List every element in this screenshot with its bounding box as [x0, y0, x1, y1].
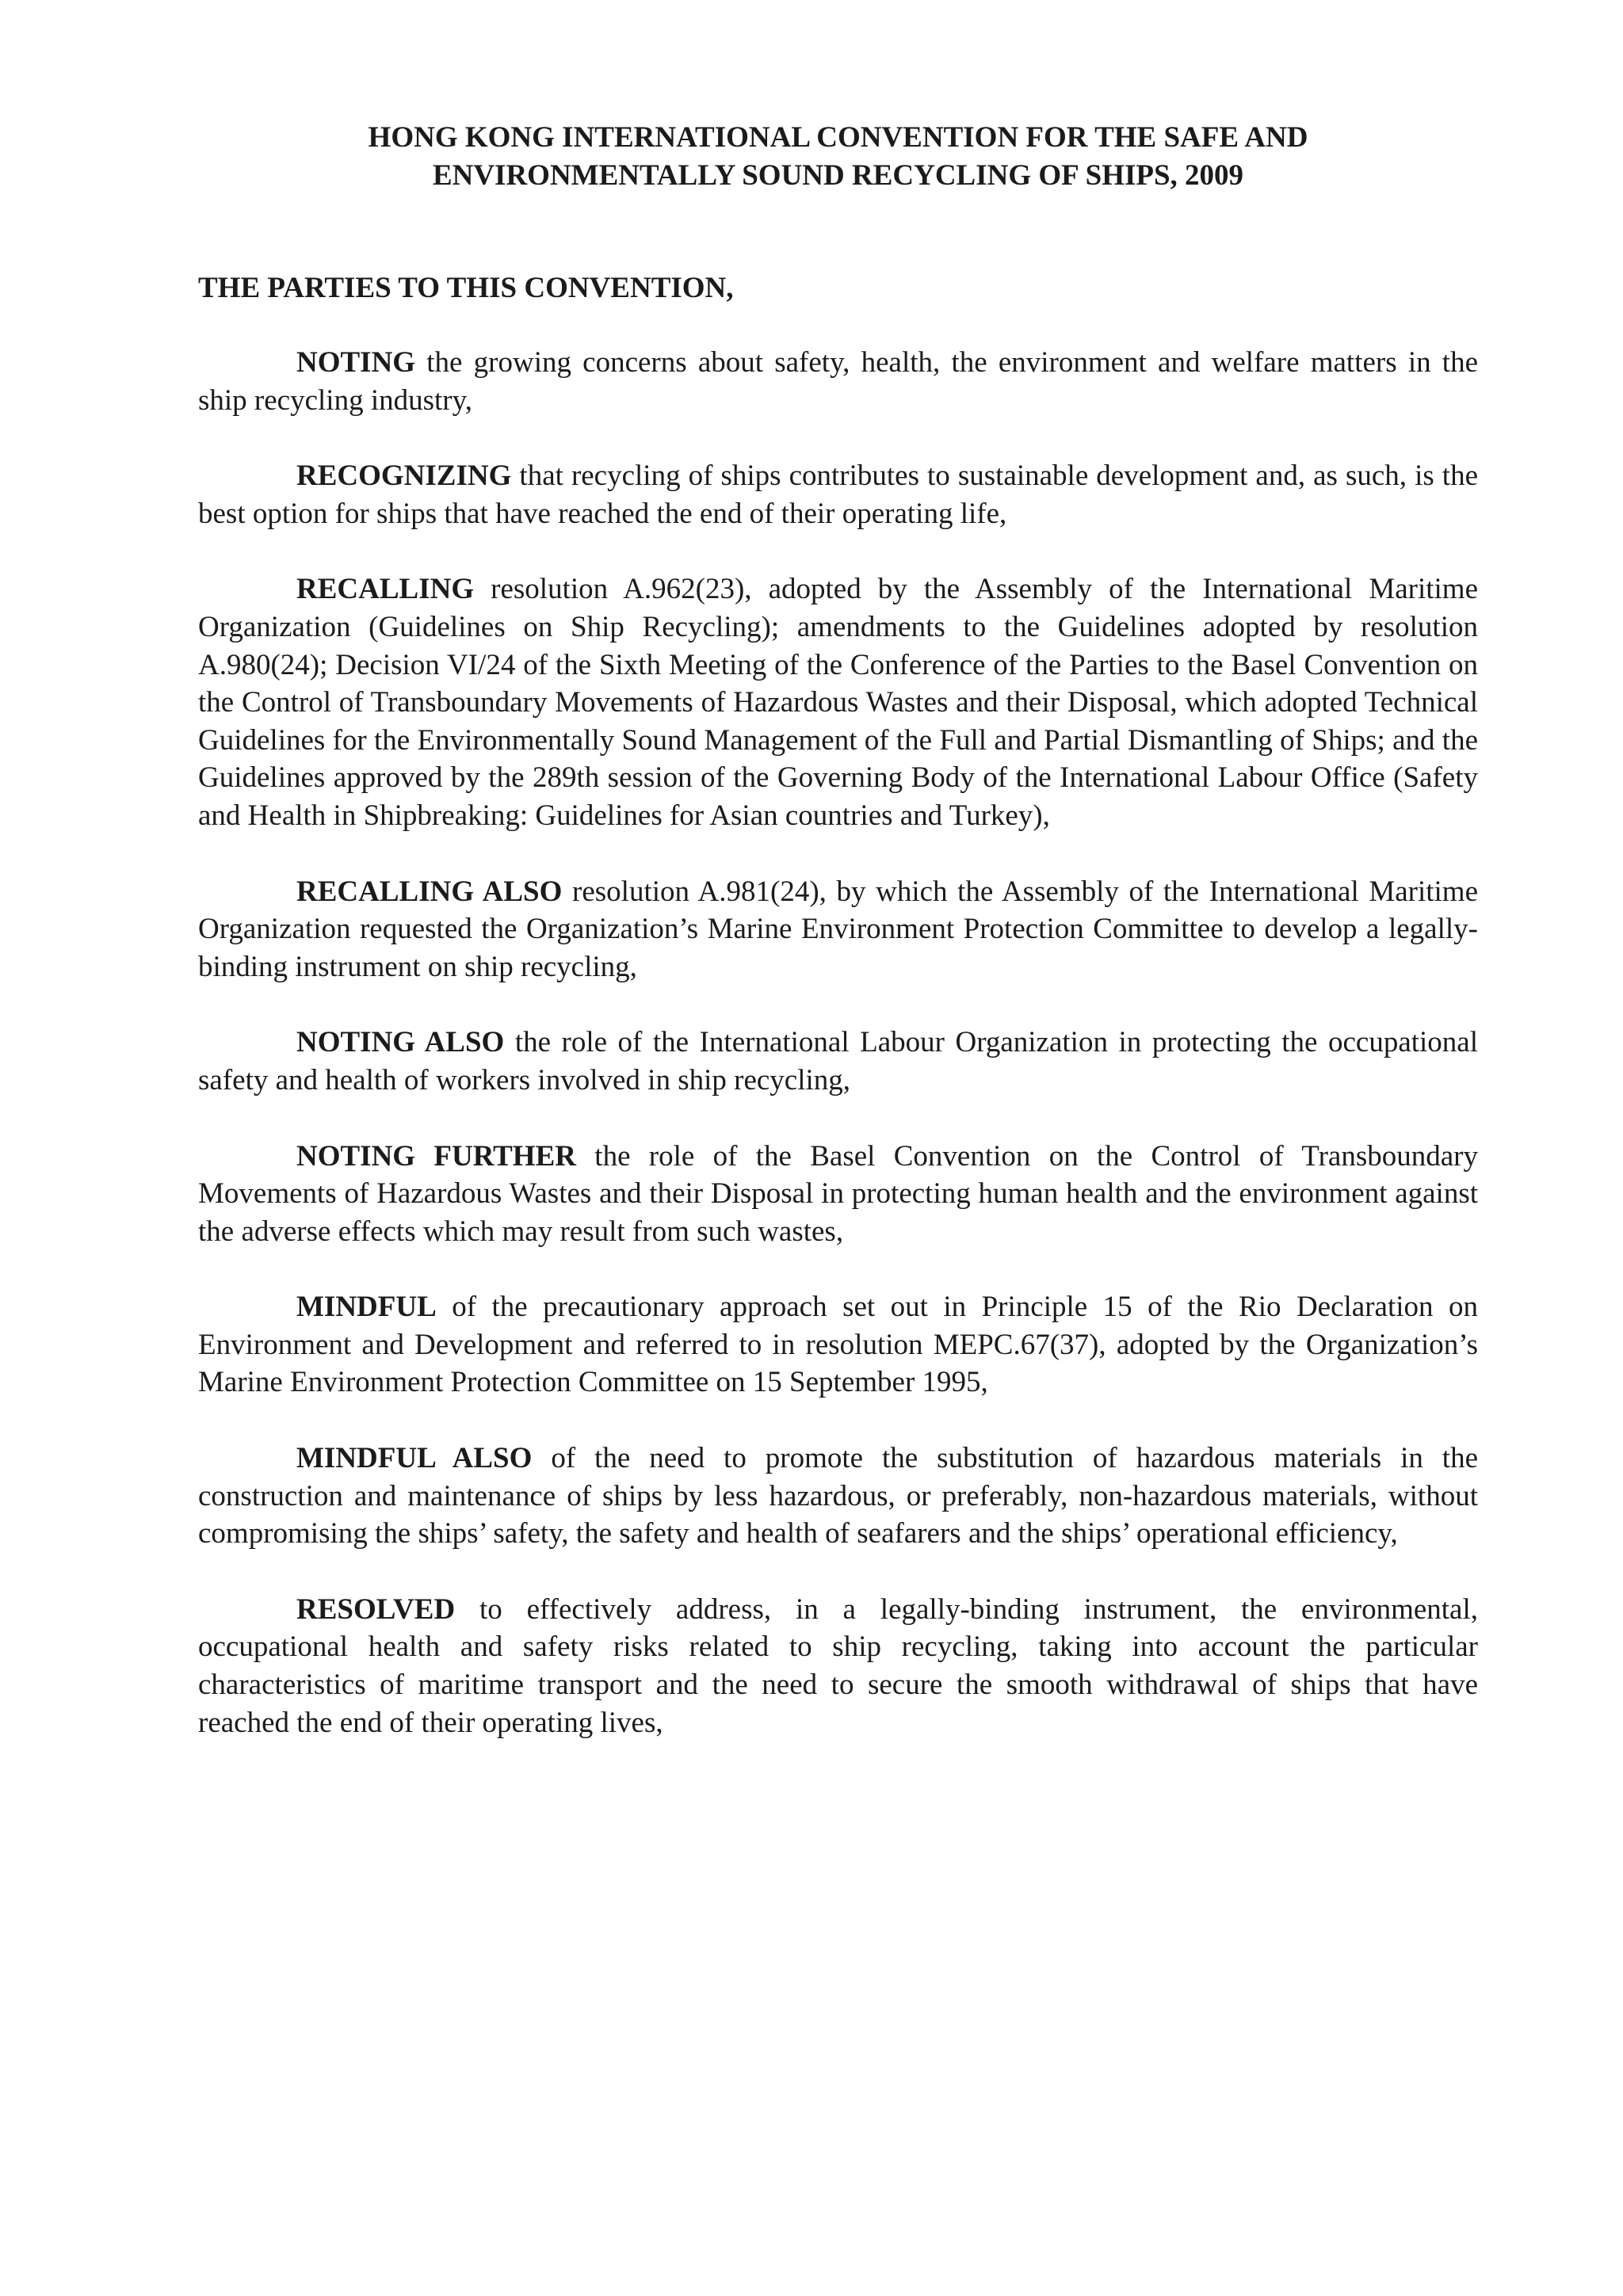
clause-noting-further: [198, 1138, 1478, 1251]
clause-text: the role of the International Labour Organization in protecting the occupational safety and health of workers involved in ship recycling,: [198, 1026, 1479, 1097]
clause-text: resolution A.962(23), adopted by the Assembly of the International Maritime Organization (Guidelines on Ship Recycling); amendments to the Guidelines adopted by resolution A.980(24); Decision VI/24 of the Sixth Meeting of the Conference of the Parties to the Basel Convention on the Control of Transboundary Movements of Hazardous Wastes and their Disposal, which adopted Technical Guidelines for the Environmentally Sound Management of the Full and Partial Dismantling of Ships; and the Guidelines approved by the 289th session of the Governing Body of the International Labour Office (Safety and Health in Shipbreaking: Guidelines for Asian countries and Turkey),: [198, 573, 1478, 832]
clause-keyword: RESOLVED: [296, 1592, 456, 1626]
parties-heading: THE PARTIES TO THIS CONVENTION,: [198, 272, 734, 304]
clause-recalling: [198, 570, 1478, 834]
clause-text: to effectively address, in a legally-binding instrument, the environmental, occupational health and safety risks related to ship recycling, taking into account the particular characteristics of maritime transport and the need to secure the smooth withdrawal of ships that have reached the end of their operating lives,: [198, 1592, 1478, 1739]
clause-keyword: NOTING ALSO: [296, 1026, 505, 1059]
clause-keyword: NOTING: [296, 346, 416, 379]
clause-keyword: RECOGNIZING: [296, 460, 512, 493]
clause-keyword: MINDFUL ALSO: [296, 1442, 533, 1475]
clause-text: resolution A.981(24), by which the Assembly of the International Maritime Organization requested the Organization’s Marine Environment Protection Committee to develop a legally-binding instrument on ship recycling,: [198, 875, 1479, 983]
clause-keyword: NOTING FURTHER: [296, 1139, 576, 1173]
clause-recognizing: [198, 457, 1478, 532]
clause-keyword: RECALLING: [296, 573, 475, 606]
clause-resolved: [198, 1591, 1478, 1741]
document-title: [198, 119, 1478, 195]
clause-keyword: RECALLING ALSO: [296, 875, 563, 908]
clause-noting: [198, 344, 1478, 419]
clause-mindful-also: [198, 1440, 1478, 1553]
document-title-line-2: ENVIRONMENTALLY SOUND RECYCLING OF SHIPS, 2009: [432, 159, 1244, 192]
clause-noting-also: [198, 1024, 1478, 1099]
clause-text: that recycling of ships contributes to sustainable development and, as such, is the best option for ships that have reached the end of their operating life,: [198, 460, 1478, 530]
clause-keyword: MINDFUL: [296, 1291, 437, 1324]
document-title-line-1: HONG KONG INTERNATIONAL CONVENTION FOR THE SAFE AND: [368, 121, 1308, 154]
clause-text: the role of the Basel Convention on the Control of Transboundary Movements of Hazardous Wastes and their Disposal in protecting human health and the environment against the adverse effects which may result from such wastes,: [198, 1139, 1478, 1248]
clause-text: the growing concerns about safety, health, the environment and welfare matters in the ship recycling industry,: [198, 346, 1478, 417]
clause-text: of the need to promote the substitution of hazardous materials in the construction and maintenance of ships by less hazardous, or preferably, non-hazardous materials, without compromising the ships’ safety, the safety and health of seafarers and the ships’ operational efficiency,: [198, 1442, 1479, 1550]
clause-text: of the precautionary approach set out in Principle 15 of the Rio Declaration on Environment and Development and referred to in resolution MEPC.67(37), adopted by the Organization’s Marine Environment Protection Committee on 15 September 1995,: [198, 1291, 1478, 1399]
clause-recalling-also: [198, 873, 1478, 986]
preamble-clauses: [198, 344, 1478, 1779]
clause-mindful: [198, 1288, 1478, 1402]
